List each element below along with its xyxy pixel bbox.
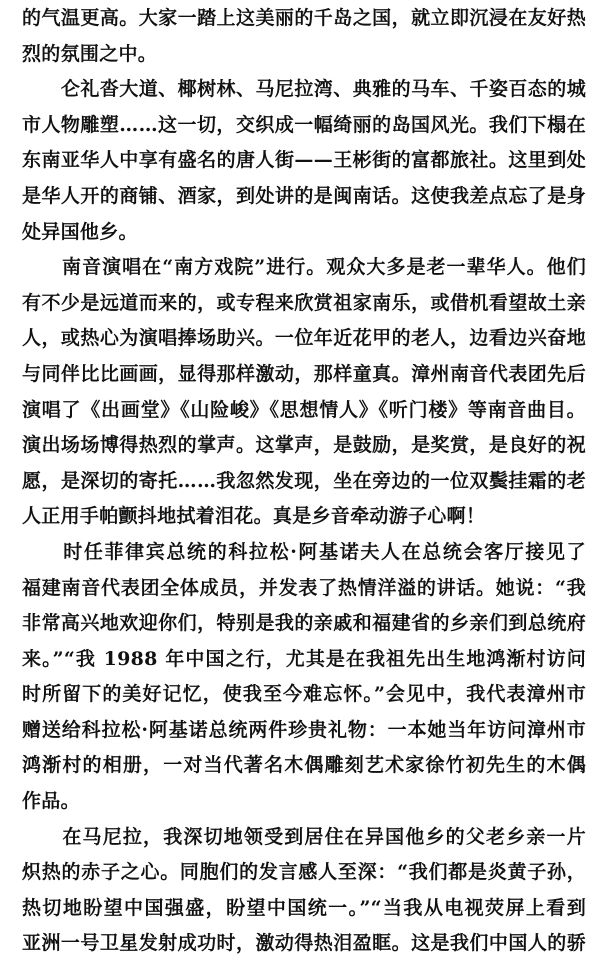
paragraph-3 [22,250,586,535]
text-line: 作品。 [22,790,80,813]
text-line: 演出场场博得热烈的掌声。这掌声，是鼓励，是奖赏，是良好的祝 [22,434,586,457]
paragraph-1 [22,1,586,72]
text-line: 东南亚华人中享有盛名的唐人街——王彬街的富都旅社。这里到处 [22,149,586,172]
text-line: 愿，是深切的寄托……我忽然发现，坐在旁边的一位双鬓挂霜的老 [22,469,586,492]
paragraph-2 [22,72,586,250]
text-line: 炽热的赤子之心。同胞们的发言感人至深：“我们都是炎黄子孙， [22,861,586,884]
text-line: 人，或热心为演唱捧场助兴。一位年近花甲的老人，边看边兴奋地 [22,327,586,350]
text-line: 与同伴比比画画，显得那样激动，那样童真。漳州南音代表团先后 [22,362,586,385]
text-line: 处异国他乡。 [22,220,138,243]
text-line: 福建南音代表团全体成员，并发表了热情洋溢的讲话。她说：“我 [22,576,586,599]
text-line: 赠送给科拉松·阿基诺总统两件珍贵礼物：一本她当年访问漳州市 [22,718,586,741]
text-line: 热切地盼望中国强盛，盼望中国统一。”“当我从电视荧屏上看到 [22,896,586,919]
text-line: 来。”“我 1988 年中国之行，尤其是在我祖先出生地鸿渐村访问 [22,647,586,670]
text-line: 时任菲律宾总统的科拉松·阿基诺夫人在总统会客厅接见了 [22,540,586,563]
text-line: 人正用手帕颤抖地拭着泪花。真是乡音牵动游子心啊！ [22,505,486,528]
text-line: 烈的氛围之中。 [22,42,158,65]
text-line: 市人物雕塑……这一切，交织成一幅绮丽的岛国风光。我们下榻在 [22,113,586,136]
text-line: 时所留下的美好记忆，使我至今难忘怀。”会见中，我代表漳州市 [22,683,586,706]
text-line: 的气温更高。大家一踏上这美丽的千岛之国，就立即沉浸在友好热 [22,7,586,29]
text-line: 非常高兴地欢迎你们，特别是我的亲戚和福建省的乡亲们到总统府 [22,612,586,635]
text-line: 仑礼沓大道、椰树林、马尼拉湾、典雅的马车、千姿百态的城 [22,78,586,101]
text-line: 演唱了《出画堂》《山险峻》《思想情人》《听门楼》等南音曲目。 [22,398,586,421]
text-line: 是华人开的商铺、酒家，到处讲的是闽南话。这使我差点忘了是身 [22,184,586,207]
text-line: 鸿渐村的相册，一对当代著名木偶雕刻艺术家徐竹初先生的木偶 [22,754,586,777]
text-line: 在马尼拉，我深切地领受到居住在异国他乡的父老乡亲一片 [22,825,586,848]
text-line: 南音演唱在“南方戏院”进行。观众大多是老一辈华人。他们 [22,256,586,279]
text-line: 亚洲一号卫星发射成功时，激动得热泪盈眶。这是我们中国人的骄 [22,932,586,955]
paragraph-4 [22,535,586,820]
paragraph-5 [22,820,586,962]
text-line: 有不少是远道而来的，或专程来欣赏祖家南乐，或借机看望故土亲 [22,291,586,314]
